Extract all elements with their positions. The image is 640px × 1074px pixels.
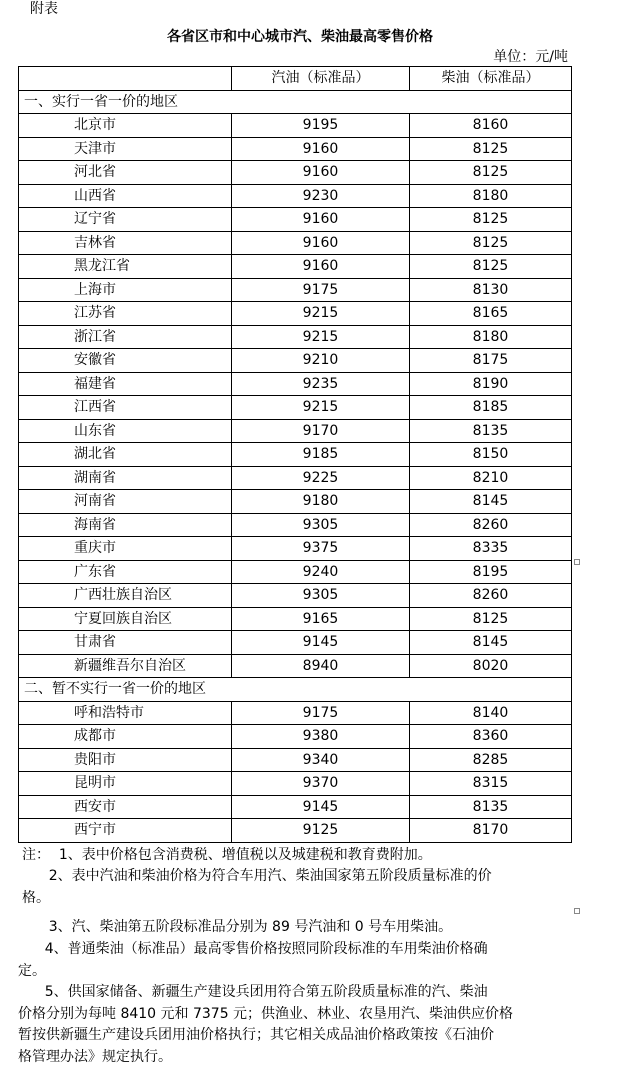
gasoline-price: 9145	[232, 631, 410, 655]
diesel-price: 8020	[410, 654, 572, 678]
region-name: 贵阳市	[19, 748, 232, 772]
gasoline-price: 9305	[232, 513, 410, 537]
diesel-price: 8135	[410, 419, 572, 443]
table-row	[19, 584, 572, 608]
diesel-price: 8135	[410, 795, 572, 819]
table-row	[19, 161, 572, 185]
gasoline-price: 9165	[232, 607, 410, 631]
region-name: 新疆维吾尔自治区	[19, 654, 232, 678]
price-table	[18, 66, 572, 843]
table-row	[19, 466, 572, 490]
header-diesel: 柴油（标准品）	[410, 67, 572, 91]
region-name: 福建省	[19, 372, 232, 396]
diesel-price: 8125	[410, 255, 572, 279]
gasoline-price: 9160	[232, 231, 410, 255]
gasoline-price: 9215	[232, 302, 410, 326]
diesel-price: 8125	[410, 137, 572, 161]
table-row	[19, 208, 572, 232]
region-name: 河南省	[19, 490, 232, 514]
note-5: 5、供国家储备、新疆生产建设兵团用符合第五阶段质量标准的汽、柴油 价格分别为每吨 8410 元和 7375 元；供渔业、林业、农垦用汽、柴油供应价格 暂按供新疆生产建设兵团用油价格执行；其它相关成品油价格政策按《石油价 格管理办法》规定执行。	[18, 984, 514, 1065]
region-name: 安徽省	[19, 349, 232, 373]
region-name: 广西壮族自治区	[19, 584, 232, 608]
gasoline-price: 9340	[232, 748, 410, 772]
table-row	[19, 419, 572, 443]
table-row	[19, 114, 572, 138]
gasoline-price: 9180	[232, 490, 410, 514]
gasoline-price: 9230	[232, 184, 410, 208]
region-name: 天津市	[19, 137, 232, 161]
diesel-price: 8210	[410, 466, 572, 490]
diesel-price: 8335	[410, 537, 572, 561]
region-name: 重庆市	[19, 537, 232, 561]
diesel-price: 8285	[410, 748, 572, 772]
region-name: 宁夏回族自治区	[19, 607, 232, 631]
gasoline-price: 9240	[232, 560, 410, 584]
region-name: 湖南省	[19, 466, 232, 490]
table-header-row	[19, 67, 572, 91]
region-name: 海南省	[19, 513, 232, 537]
region-name: 黑龙江省	[19, 255, 232, 279]
region-name: 江苏省	[19, 302, 232, 326]
gasoline-price: 9175	[232, 701, 410, 725]
gasoline-price: 9195	[232, 114, 410, 138]
section-label: 一、实行一省一价的地区	[19, 90, 572, 114]
diesel-price: 8160	[410, 114, 572, 138]
diesel-price: 8195	[410, 560, 572, 584]
diesel-price: 8165	[410, 302, 572, 326]
diesel-price: 8260	[410, 513, 572, 537]
diesel-price: 8125	[410, 208, 572, 232]
diesel-price: 8130	[410, 278, 572, 302]
diesel-price: 8125	[410, 231, 572, 255]
region-name: 辽宁省	[19, 208, 232, 232]
attachment-label: 附表	[30, 1, 58, 17]
header-region	[19, 67, 232, 91]
gasoline-price: 9185	[232, 443, 410, 467]
table-row	[19, 231, 572, 255]
gasoline-price: 9370	[232, 772, 410, 796]
gasoline-price: 9215	[232, 325, 410, 349]
region-name: 江西省	[19, 396, 232, 420]
region-name: 成都市	[19, 725, 232, 749]
diesel-price: 8175	[410, 349, 572, 373]
gasoline-price: 9215	[232, 396, 410, 420]
table-row	[19, 725, 572, 749]
note-4: 4、普通柴油（标准品）最高零售价格按照同阶段标准的车用柴油价格确 定。	[18, 941, 488, 979]
gasoline-price: 8940	[232, 654, 410, 678]
section-row	[19, 678, 572, 702]
table-row	[19, 513, 572, 537]
diesel-price: 8140	[410, 701, 572, 725]
gasoline-price: 9160	[232, 161, 410, 185]
table-row	[19, 654, 572, 678]
unit-label: 单位：元/吨	[493, 49, 568, 65]
table-row	[19, 372, 572, 396]
table-row	[19, 537, 572, 561]
table-row	[19, 795, 572, 819]
gasoline-price: 9235	[232, 372, 410, 396]
table-row	[19, 184, 572, 208]
region-name: 浙江省	[19, 325, 232, 349]
gasoline-price: 9160	[232, 208, 410, 232]
note-1: 注： 1、表中价格包含消费税、增值税以及城建税和教育费附加。	[22, 847, 432, 863]
diesel-price: 8145	[410, 631, 572, 655]
diesel-price: 8360	[410, 725, 572, 749]
table-row	[19, 396, 572, 420]
table-row	[19, 349, 572, 373]
diesel-price: 8185	[410, 396, 572, 420]
table-row	[19, 748, 572, 772]
region-name: 甘肃省	[19, 631, 232, 655]
note-3: 3、汽、柴油第五阶段标准品分别为 89 号汽油和 0 号车用柴油。	[22, 919, 453, 935]
table-row	[19, 302, 572, 326]
document-title: 各省区市和中心城市汽、柴油最高零售价格	[167, 29, 433, 45]
region-name: 上海市	[19, 278, 232, 302]
region-name: 西安市	[19, 795, 232, 819]
gasoline-price: 9160	[232, 255, 410, 279]
section-label: 二、暂不实行一省一价的地区	[19, 678, 572, 702]
region-name: 河北省	[19, 161, 232, 185]
gasoline-price: 9160	[232, 137, 410, 161]
table-resize-handle[interactable]	[574, 559, 580, 565]
diesel-price: 8150	[410, 443, 572, 467]
diesel-price: 8260	[410, 584, 572, 608]
diesel-price: 8145	[410, 490, 572, 514]
table-row	[19, 490, 572, 514]
diesel-price: 8315	[410, 772, 572, 796]
diesel-price: 8180	[410, 184, 572, 208]
table-row	[19, 607, 572, 631]
region-name: 西宁市	[19, 819, 232, 843]
table-row	[19, 278, 572, 302]
diesel-price: 8180	[410, 325, 572, 349]
diesel-price: 8125	[410, 161, 572, 185]
gasoline-price: 9225	[232, 466, 410, 490]
region-name: 北京市	[19, 114, 232, 138]
diesel-price: 8190	[410, 372, 572, 396]
section-row	[19, 90, 572, 114]
diesel-price: 8125	[410, 607, 572, 631]
gasoline-price: 9145	[232, 795, 410, 819]
region-name: 山东省	[19, 419, 232, 443]
gasoline-price: 9305	[232, 584, 410, 608]
gasoline-price: 9170	[232, 419, 410, 443]
region-name: 山西省	[19, 184, 232, 208]
region-name: 吉林省	[19, 231, 232, 255]
header-gasoline: 汽油（标准品）	[232, 67, 410, 91]
region-name: 昆明市	[19, 772, 232, 796]
diesel-price: 8170	[410, 819, 572, 843]
region-name: 呼和浩特市	[19, 701, 232, 725]
table-row	[19, 255, 572, 279]
table-row	[19, 325, 572, 349]
table-row	[19, 772, 572, 796]
gasoline-price: 9375	[232, 537, 410, 561]
note-2: 2、表中汽油和柴油价格为符合车用汽、柴油国家第五阶段质量标准的价 格。	[22, 868, 492, 906]
table-row	[19, 701, 572, 725]
table-row	[19, 631, 572, 655]
region-name: 广东省	[19, 560, 232, 584]
gasoline-price: 9125	[232, 819, 410, 843]
table-row	[19, 819, 572, 843]
table-row	[19, 137, 572, 161]
table-row	[19, 560, 572, 584]
gasoline-price: 9175	[232, 278, 410, 302]
gasoline-price: 9210	[232, 349, 410, 373]
region-name: 湖北省	[19, 443, 232, 467]
gasoline-price: 9380	[232, 725, 410, 749]
table-row	[19, 443, 572, 467]
